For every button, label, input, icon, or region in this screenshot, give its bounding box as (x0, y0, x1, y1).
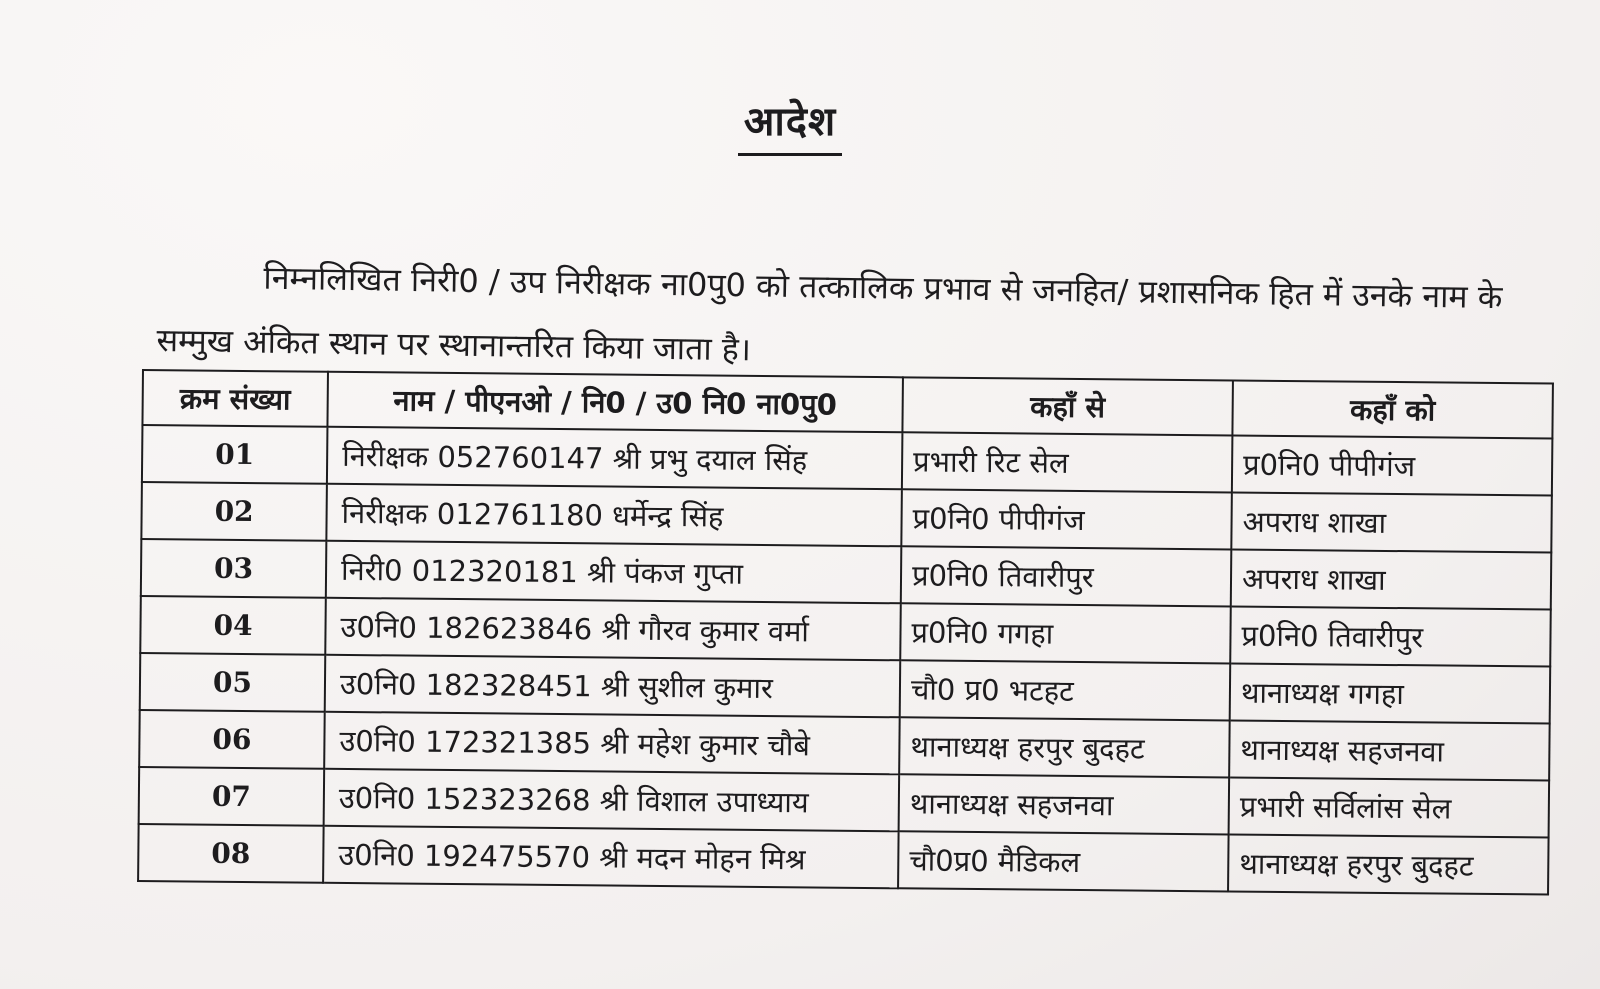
cell-from: प्र0नि0 पीपीगंज (901, 489, 1232, 549)
cell-to: थानाध्यक्ष गगहा (1230, 663, 1551, 723)
cell-to: थानाध्यक्ष हरपुर बुदहट (1228, 834, 1549, 894)
cell-serial: 02 (141, 482, 327, 541)
cell-name: निरीक्षक 012761180 धर्मेन्द्र सिंह (326, 484, 902, 547)
transfer-table (137, 369, 1554, 896)
cell-to: थानाध्यक्ष सहजनवा (1229, 720, 1550, 780)
order-heading (0, 92, 1600, 156)
cell-name: उ0नि0 172321385 श्री महेश कुमार चौबे (324, 712, 900, 775)
cell-to: अपराध शाखा (1231, 492, 1552, 552)
table-row (138, 824, 1548, 895)
cell-name: उ0नि0 192475570 श्री मदन मोहन मिश्र (323, 826, 899, 889)
cell-to: प्र0नि0 पीपीगंज (1232, 435, 1553, 495)
cell-serial: 05 (140, 653, 326, 712)
cell-to: प्रभारी सर्विलांस सेल (1229, 777, 1550, 837)
cell-to: प्र0नि0 तिवारीपुर (1230, 606, 1551, 666)
cell-name: निरी0 012320181 श्री पंकज गुप्ता (326, 541, 902, 604)
cell-serial: 03 (141, 539, 327, 598)
cell-serial: 04 (140, 596, 326, 655)
header-name: नाम / पीएनओ / नि0 / उ0 नि0 ना0पु0 (327, 372, 903, 433)
cell-from: थानाध्यक्ष हरपुर बुदहट (899, 717, 1230, 777)
cell-serial: 01 (142, 425, 328, 484)
header-serial: क्रम संख्या (142, 370, 328, 427)
cell-from: प्र0नि0 गगहा (900, 603, 1231, 663)
cell-name: निरीक्षक 052760147 श्री प्रभु दयाल सिंह (327, 427, 903, 490)
cell-from: थानाध्यक्ष सहजनवा (899, 774, 1230, 834)
cell-from: चौ0प्र0 मैडिकल (898, 831, 1229, 891)
cell-from: चौ0 प्र0 भटहट (900, 660, 1231, 720)
cell-name: उ0नि0 152323268 श्री विशाल उपाध्याय (324, 769, 900, 832)
order-intro-paragraph: निम्नलिखित निरी0 / उप निरीक्षक ना0पु0 को तत्कालिक प्रभाव से जनहित/ प्रशासनिक हित में उनके नाम के सम्मुख अंकित स्थान पर स्थानान्तरित किया जाता है। (156, 258, 1503, 369)
header-to: कहाँ को (1232, 380, 1553, 438)
cell-from: प्रभारी रिट सेल (902, 432, 1233, 492)
cell-name: उ0नि0 182623846 श्री गौरव कुमार वर्मा (325, 598, 901, 661)
order-heading-text: आदेश (738, 92, 842, 156)
cell-serial: 07 (139, 767, 325, 826)
cell-name: उ0नि0 182328451 श्री सुशील कुमार (325, 655, 901, 718)
cell-serial: 08 (138, 824, 324, 883)
transfer-table-wrapper (137, 369, 1554, 896)
cell-from: प्र0नि0 तिवारीपुर (901, 546, 1232, 606)
cell-to: अपराध शाखा (1231, 549, 1552, 609)
cell-serial: 06 (139, 710, 325, 769)
header-from: कहाँ से (902, 377, 1233, 435)
